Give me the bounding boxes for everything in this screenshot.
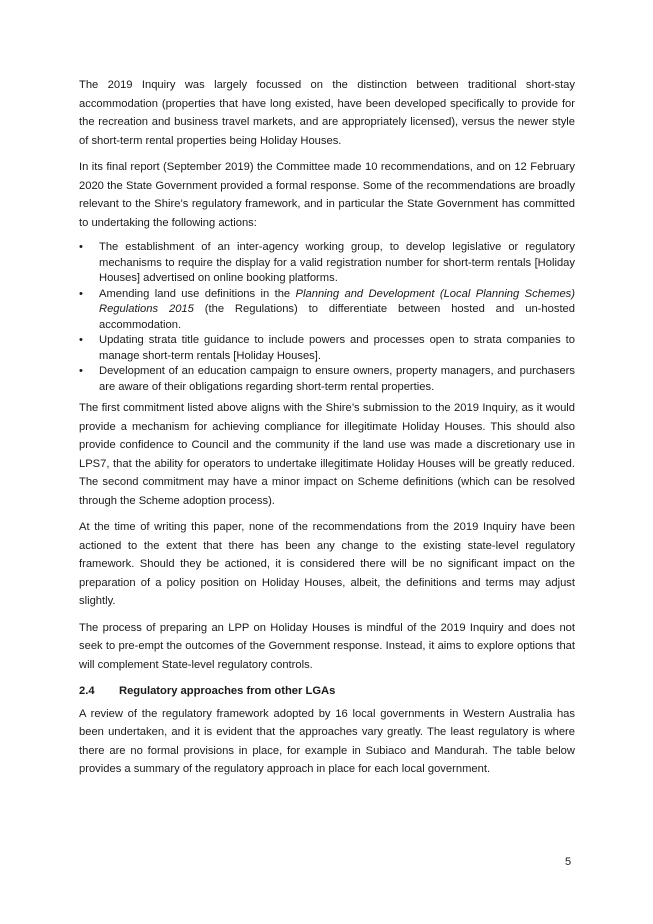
page-number: 5 <box>565 856 572 868</box>
paragraph-final-report: In its final report (September 2019) the Committee made 10 recommendations, and on 12 February 2020 the State Government provided a formal response. Some of the recommendations are broadly relevant to the Shire’s regulatory framework, and in particular the State Government has committed to undertaking the following actions: <box>79 161 575 229</box>
page-body <box>79 76 575 787</box>
list-item <box>79 364 575 395</box>
list-item-text <box>99 287 575 334</box>
bullet-icon: • <box>79 334 83 346</box>
paragraph-lpp-process: The process of preparing an LPP on Holiday Houses is mindful of the 2019 Inquiry and does not seek to pre-empt the outcomes of the Government response. Instead, it aims to explore options that will complement State-level regulatory controls. <box>79 621 575 671</box>
list-item <box>79 240 575 287</box>
government-actions-list <box>79 240 575 395</box>
section-heading <box>79 682 575 701</box>
paragraph-regulatory-review: A review of the regulatory framework adopted by 16 local governments in Western Australia has been undertaken, and it is evident that the approaches vary greatly. The least regulatory is where there are no formal provisions in place, for example in Subiaco and Mandurah. The table below provides a summary of the regulatory approach in place for each local government. <box>79 707 575 775</box>
list-item <box>79 333 575 364</box>
list-item-text-prefix: Amending land use definitions in the <box>99 287 296 300</box>
bullet-icon: • <box>79 241 83 253</box>
list-item <box>79 287 575 334</box>
paragraph-inquiry-focus: The 2019 Inquiry was largely focussed on the distinction between traditional short-stay accommodation (properties that have long existed, have been developed specifically to provide for the recreation and business travel markets, and are appropriately licensed), versus the newer style of short-term rental properties being Holiday Houses. <box>79 79 575 147</box>
section-title: Regulatory approaches from other LGAs <box>119 685 336 697</box>
regulations-title: Planning and Development (Local Planning Schemes) Regulations 2015 <box>99 287 575 315</box>
list-item-text: Development of an education campaign to ensure owners, property managers, and purchasers are aware of their obligations regarding short-term rental properties. <box>99 365 575 393</box>
list-item-text-suffix: (the Regulations) to differentiate between hosted and un-hosted accommodation. <box>99 303 575 331</box>
section-number: 2.4 <box>79 685 95 697</box>
bullet-icon: • <box>79 287 83 300</box>
list-item-text: Updating strata title guidance to include powers and processes open to strata companies to manage short-term rentals [Holiday Houses]. <box>99 334 575 362</box>
list-item-text: The establishment of an inter-agency working group, to develop legislative or regulatory mechanisms to require the display for a valid registration number for short-term rentals [Holiday Houses] advertised on online booking platforms. <box>99 241 575 284</box>
bullet-icon: • <box>79 365 83 377</box>
paragraph-first-commitment: The first commitment listed above aligns with the Shire’s submission to the 2019 Inquiry, as it would provide a mechanism for achieving compliance for illegitimate Holiday Houses. This should also provide confidence to Council and the community if the land use was made a discretionary use in LPS7, that the ability for operators to undertake illegitimate Holiday Houses will be greatly reduced. The second commitment may have a minor impact on Scheme definitions (which can be resolved through the Scheme adoption process). <box>79 402 575 507</box>
paragraph-time-of-writing: At the time of writing this paper, none of the recommendations from the 2019 Inquiry have been actioned to the extent that there has been any change to the existing state-level regulatory framework. Should they be actioned, it is considered there will be no significant impact on the preparation of a policy position on Holiday Houses, albeit, the definitions and terms may adjust slightly. <box>79 521 575 607</box>
